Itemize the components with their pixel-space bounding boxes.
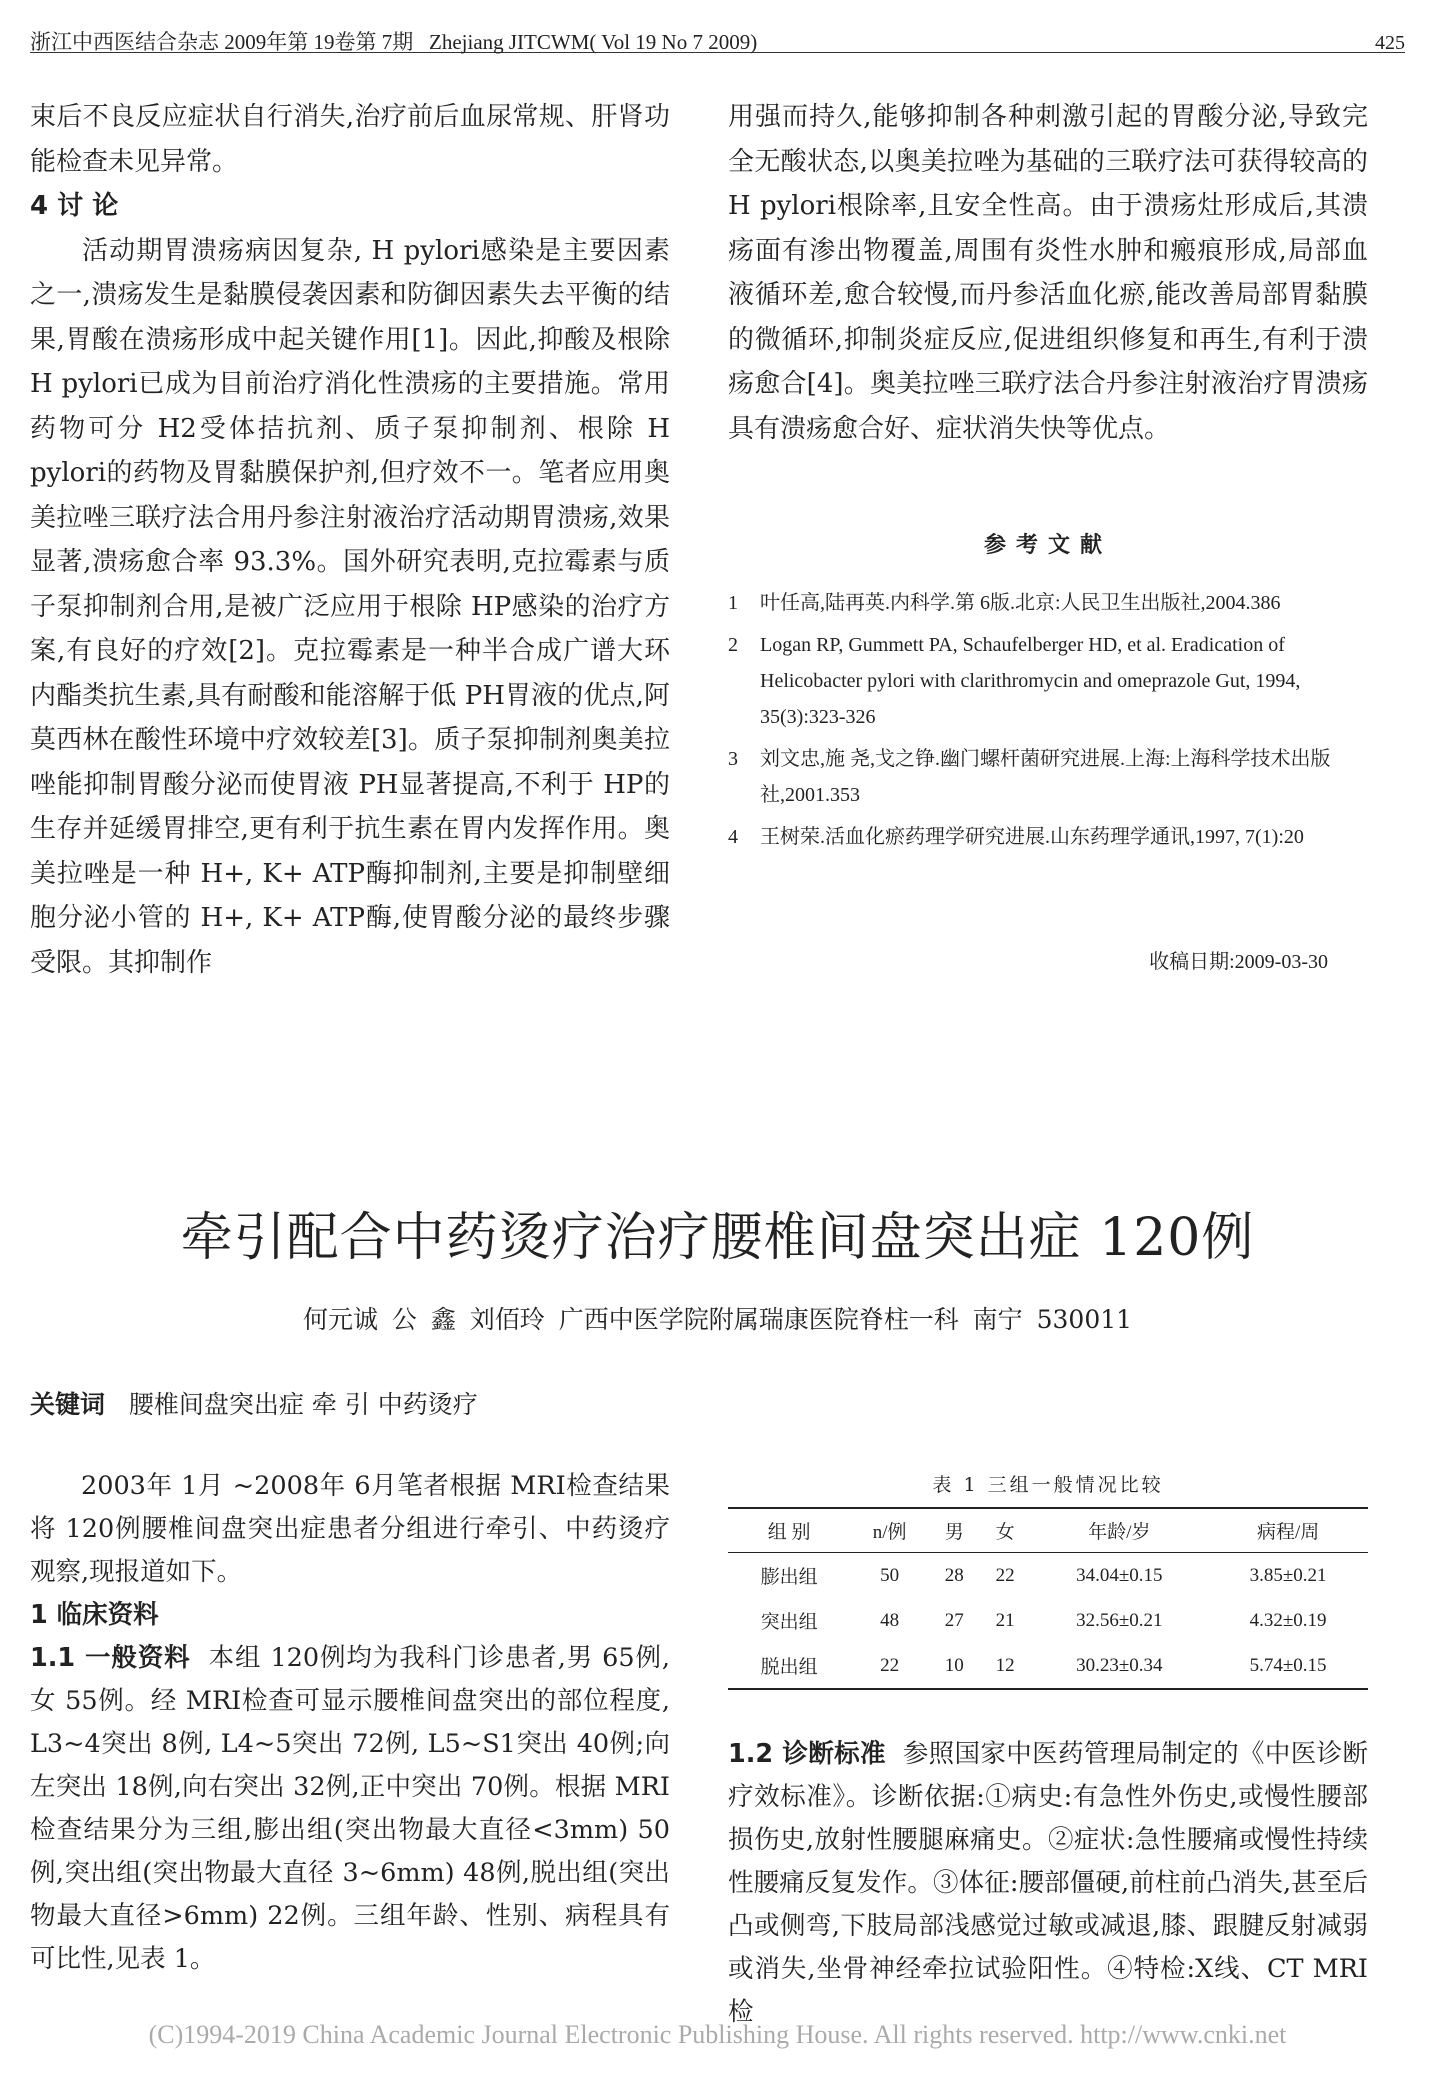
cell: 10: [929, 1643, 980, 1689]
running-header: [30, 18, 1405, 53]
prev-right-column: [728, 95, 1368, 451]
ref-num: 2: [728, 634, 738, 656]
article-authors: 何元诚 公 鑫 刘佰玲 广西中医学院附属瑞康医院脊柱一科 南宁 530011: [302, 1305, 1133, 1334]
cell: 3.85±0.21: [1249, 1564, 1327, 1586]
keywords-text: 腰椎间盘突出症 牵 引 中药烫疗: [128, 1390, 478, 1419]
references-list: [728, 585, 1368, 861]
ref-num: 1: [728, 592, 738, 614]
prev-left-column: [30, 95, 670, 985]
col-header: 组 别: [728, 1508, 850, 1553]
comparison-table: [728, 1507, 1368, 1690]
cell: 30.23±0.34: [1031, 1643, 1209, 1689]
cell: 脱出组: [728, 1643, 850, 1689]
keywords-line: [30, 1385, 478, 1421]
journal-en: Zhejiang JITCWM( Vol 19 No 7 2009): [429, 30, 758, 54]
cell: 32.56±0.21: [1076, 1609, 1163, 1631]
page-number: 425: [1375, 32, 1405, 54]
journal-cn: 浙江中西医结合杂志 2009年第 19卷第 7期: [30, 30, 414, 54]
para-1-1-text: 本组 120例均为我科门诊患者,男 65例,女 55例。经 MRI检查可显示腰椎间盘突出的部位程度, L3~4突出 8例, L4~5突出 72例, L5~S1突出 40例;向左突出 18例,向右突出 32例,正中突出 70例。根据 MRI检查结果分为三组,膨出组(突出物最大直径<3mm) 50例,突出组(突出物最大直径 3~6mm) 48例,脱出组(突出物最大直径>6mm) 22例。三组年龄、性别、病程具有可比性,见表 1。: [30, 1643, 670, 1974]
article-title: 牵引配合中药烫疗治疗腰椎间盘突出症 120例: [180, 1208, 1255, 1268]
journal-citation: [30, 26, 757, 56]
table-1: [728, 1470, 1368, 1690]
reference-item: [728, 585, 1368, 621]
article-left-column: [30, 1465, 670, 1981]
col-header: 病程/周: [1208, 1508, 1368, 1553]
table-row: [728, 1598, 1368, 1643]
para-1-2: [728, 1733, 1368, 2034]
discussion-body: 活动期胃溃疡病因复杂, H pylori感染是主要因素之一,溃疡发生是黏膜侵袭因素和防御因素失去平衡的结果,胃酸在溃疡形成中起关键作用[1]。因此,抑酸及根除 H pylori已成为目前治疗消化性溃疡的主要措施。常用药物可分 H2受体拮抗剂、质子泵抑制剂、根除 H pylori的药物及胃黏膜保护剂,但疗效不一。笔者应用奥美拉唑三联疗法合用丹参注射液治疗活动期胃溃疡,效果显著,溃疡愈合率 93.3%。国外研究表明,克拉霉素与质子泵抑制剂合用,是被广泛应用于根除 HP感染的治疗方案,有良好的疗效[2]。克拉霉素是一种半合成广谱大环内酯类抗生素,具有耐酸和能溶解于低 PH胃液的优点,阿莫西林在酸性环境中疗效较差[3]。质子泵抑制剂奥美拉唑能抑制胃酸分泌而使胃液 PH显著提高,不利于 HP的生存并延缓胃排空,更有利于抗生素在胃内发挥作用。奥美拉唑是一种 H+, K+ ATP酶抑制剂,主要是抑制壁细胞分泌小管的 H+, K+ ATP酶,使胃酸分泌的最终步骤受限。其抑制作: [30, 235, 670, 978]
cell: 突出组: [760, 1612, 818, 1633]
para-1-1-label: 1.1 一般资料: [30, 1643, 191, 1673]
cell: 12: [980, 1643, 1031, 1689]
intro-para: 2003年 1月 ~2008年 6月笔者根据 MRI检查结果将 120例腰椎间盘突出症患者分组进行牵引、中药烫疗观察,现报道如下。: [30, 1471, 670, 1587]
para-1-1: [30, 1637, 670, 1981]
ref-num: 3: [728, 748, 738, 770]
cell: 4.32±0.19: [1249, 1609, 1327, 1631]
keywords-label: 关键词: [30, 1390, 106, 1419]
cell: 28: [944, 1564, 964, 1586]
table-row: [728, 1553, 1368, 1599]
table-row: [728, 1643, 1368, 1689]
references-heading: 参考文献: [983, 532, 1112, 558]
ref-text: 叶任高,陆再英.内科学.第 6版.北京:人民卫生出版社,2004.386: [760, 592, 1281, 614]
cell: 50: [880, 1564, 900, 1586]
ref-text: 刘文忠,施 尧,戈之铮.幽门螺杆菌研究进展.上海:上海科学技术出版社,2001.353: [760, 748, 1331, 806]
cell: 22: [995, 1564, 1015, 1586]
col-header: n/例: [850, 1508, 929, 1553]
cell: 5.74±0.15: [1208, 1643, 1368, 1689]
col-header: 女: [980, 1508, 1031, 1553]
para-1-2-label: 1.2 诊断标准: [728, 1739, 886, 1769]
table-header-row: [728, 1508, 1368, 1553]
col-header: 年龄/岁: [1031, 1508, 1209, 1553]
reference-item: [728, 819, 1368, 855]
cell: 27: [944, 1609, 964, 1631]
reference-item: [728, 741, 1368, 813]
prev-right-text: 用强而持久,能够抑制各种刺激引起的胃酸分泌,导致完全无酸状态,以奥美拉唑为基础的三联疗法可获得较高的 H pylori根除率,且安全性高。由于溃疡灶形成后,其溃疡面有渗出物覆盖,周围有炎性水肿和瘢痕形成,局部血液循环差,愈合较慢,而丹参活血化瘀,能改善局部胃黏膜的微循环,抑制炎症反应,促进组织修复和再生,有利于溃疡愈合[4]。奥美拉唑三联疗法合丹参注射液治疗胃溃疡具有溃疡愈合好、症状消失快等优点。: [728, 102, 1368, 444]
cell: 48: [880, 1609, 900, 1631]
cell: 21: [995, 1609, 1015, 1631]
copyright-footer: (C)1994-2019 China Academic Journal Electronic Publishing House. All rights reserved. http://www.cnki.net: [148, 2020, 1287, 2049]
ref-text: 王树荣.活血化瘀药理学研究进展.山东药理学通讯,1997, 7(1):20: [760, 826, 1304, 848]
discussion-heading: 4 讨 论: [30, 191, 119, 221]
article-right-column: [728, 1733, 1368, 2034]
reference-item: [728, 627, 1368, 735]
cell: 34.04±0.15: [1076, 1564, 1163, 1586]
received-date: 收稿日期:2009-03-30: [1149, 951, 1328, 973]
ref-num: 4: [728, 826, 738, 848]
section1-heading: 1 临床资料: [30, 1600, 159, 1630]
cell: 膨出组: [760, 1567, 818, 1588]
ref-text: Logan RP, Gummett PA, Schaufelberger HD, et al. Eradication of Helicobacter pylori with clarithromycin and omeprazole Gut, 1994, 35(3):323-326: [760, 634, 1301, 728]
prev-para-end: 束后不良反应症状自行消失,治疗前后血尿常规、肝肾功能检查未见异常。: [30, 102, 670, 177]
cell: 22: [850, 1643, 929, 1689]
col-header: 男: [929, 1508, 980, 1553]
para-1-2-text: 参照国家中医药管理局制定的《中医诊断疗效标准》。诊断依据:①病史:有急性外伤史,或慢性腰部损伤史,放射性腰腿麻痛史。②症状:急性腰痛或慢性持续性腰痛反复发作。③体征:腰部僵硬,前柱前凸消失,甚至后凸或侧弯,下肢局部浅感觉过敏或减退,膝、跟腱反射减弱或消失,坐骨神经牵拉试验阳性。④特检:X线、CT MRI检: [728, 1739, 1368, 2027]
table-title: 表 1 三组一般情况比较: [932, 1474, 1164, 1496]
